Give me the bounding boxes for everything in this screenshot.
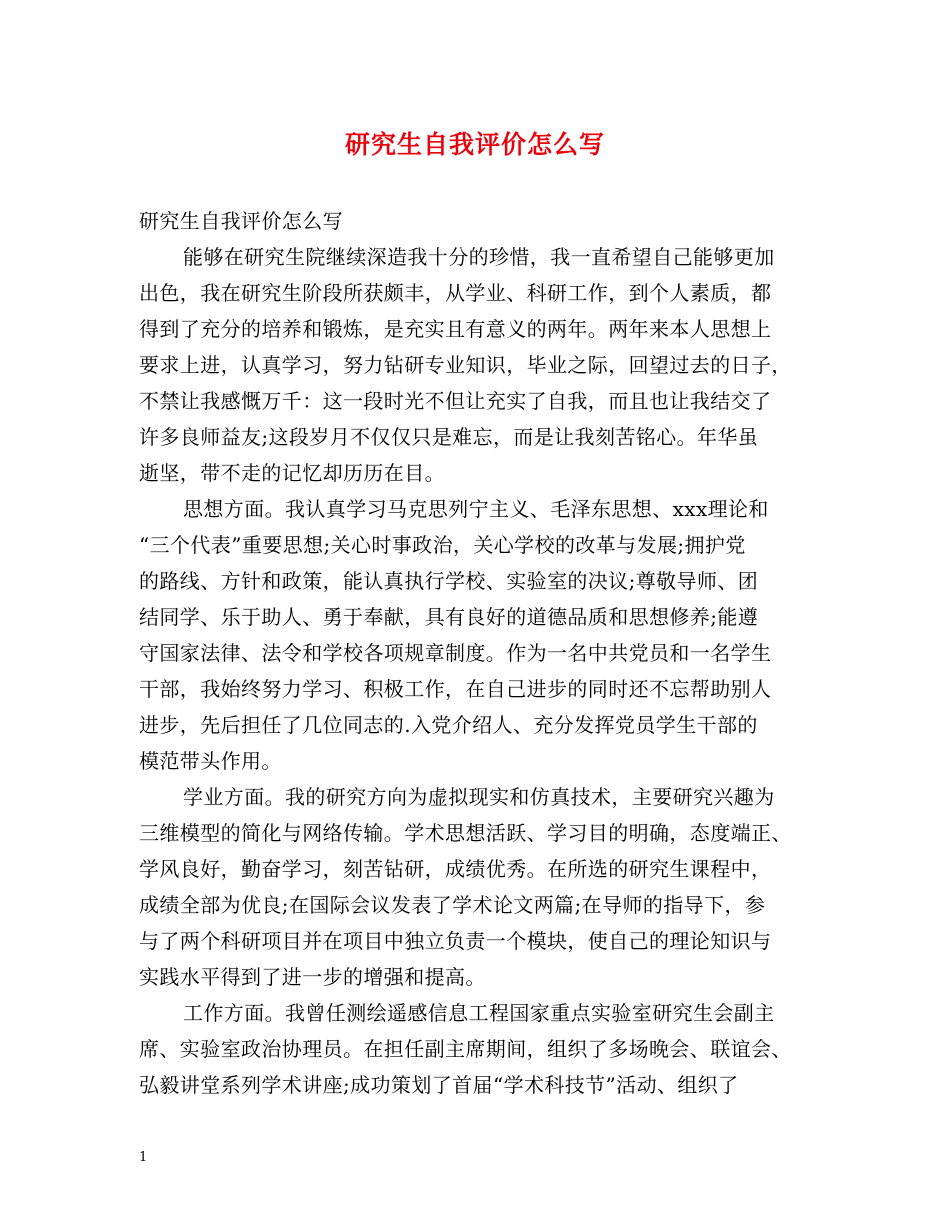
paragraph-line: “三个代表”重要思想;关心时事政治，关心学校的改革与发展;拥护党 xyxy=(139,533,746,557)
paragraph-line: 思想方面。我认真学习马克思列宁主义、毛泽东思想、xxx理论和 xyxy=(183,497,769,521)
paragraph-line: 三维模型的简化与网络传输。学术思想活跃、学习目的明确，态度端正、 xyxy=(139,821,792,845)
paragraph-line: 学风良好，勤奋学习，刻苦钻研，成绩优秀。在所选的研究生课程中， xyxy=(139,857,772,881)
paragraph-line: 逝坚，带不走的记忆却历历在目。 xyxy=(139,461,445,485)
paragraph-line: 模范带头作用。 xyxy=(139,749,282,773)
paragraph-line: 的路线、方针和政策，能认真执行学校、实验室的决议;尊敬导师、团 xyxy=(139,569,759,593)
paragraph-line: 工作方面。我曾任测绘遥感信息工程国家重点实验室研究生会副主 xyxy=(183,1001,775,1025)
paragraph-line: 与了两个科研项目并在项目中独立负责一个模块，使自己的理论知识与 xyxy=(139,929,772,953)
paragraph-line: 能够在研究生院继续深造我十分的珍惜，我一直希望自己能够更加 xyxy=(183,245,775,269)
document-title: 研究生自我评价怎么写 xyxy=(344,130,605,159)
paragraph-line: 进步，先后担任了几位同志的.入党介绍人、充分发挥党员学生干部的 xyxy=(139,713,758,737)
paragraph-line: 实践水平得到了进一步的增强和提高。 xyxy=(139,965,486,989)
paragraph-line: 得到了充分的培养和锻炼，是充实且有意义的两年。两年来本人思想上 xyxy=(139,317,772,341)
page-number: 1 xyxy=(139,1150,148,1165)
paragraph-line: 结同学、乐于助人、勇于奉献，具有良好的道德品质和思想修养;能遵 xyxy=(139,605,759,629)
paragraph-line: 弘毅讲堂系列学术讲座;成功策划了首届“学术科技节”活动、组织了 xyxy=(139,1073,739,1097)
paragraph-line: 守国家法律、法令和学校各项规章制度。作为一名中共党员和一名学生 xyxy=(139,641,772,665)
paragraph-line: 干部，我始终努力学习、积极工作，在自己进步的同时还不忘帮助别人 xyxy=(139,677,772,701)
section-heading: 研究生自我评价怎么写 xyxy=(139,209,343,233)
document-body xyxy=(139,203,819,1103)
paragraph-line: 不禁让我感慨万千：这一段时光不但让充实了自我，而且也让我结交了 xyxy=(139,389,772,413)
paragraph-line: 要求上进，认真学习，努力钻研专业知识，毕业之际，回望过去的日子， xyxy=(139,353,792,377)
paragraph-line: 出色，我在研究生阶段所获颇丰，从学业、科研工作，到个人素质，都 xyxy=(139,281,772,305)
paragraph-line: 许多良师益友;这段岁月不仅仅只是难忘，而是让我刻苦铭心。年华虽 xyxy=(139,425,759,449)
paragraph-line: 成绩全部为优良;在国际会议发表了学术论文两篇;在导师的指导下，参 xyxy=(139,893,766,917)
paragraph-line: 席、实验室政治协理员。在担任副主席期间，组织了多场晚会、联谊会、 xyxy=(139,1037,792,1061)
paragraph-line: 学业方面。我的研究方向为虚拟现实和仿真技术，主要研究兴趣为 xyxy=(183,785,775,809)
